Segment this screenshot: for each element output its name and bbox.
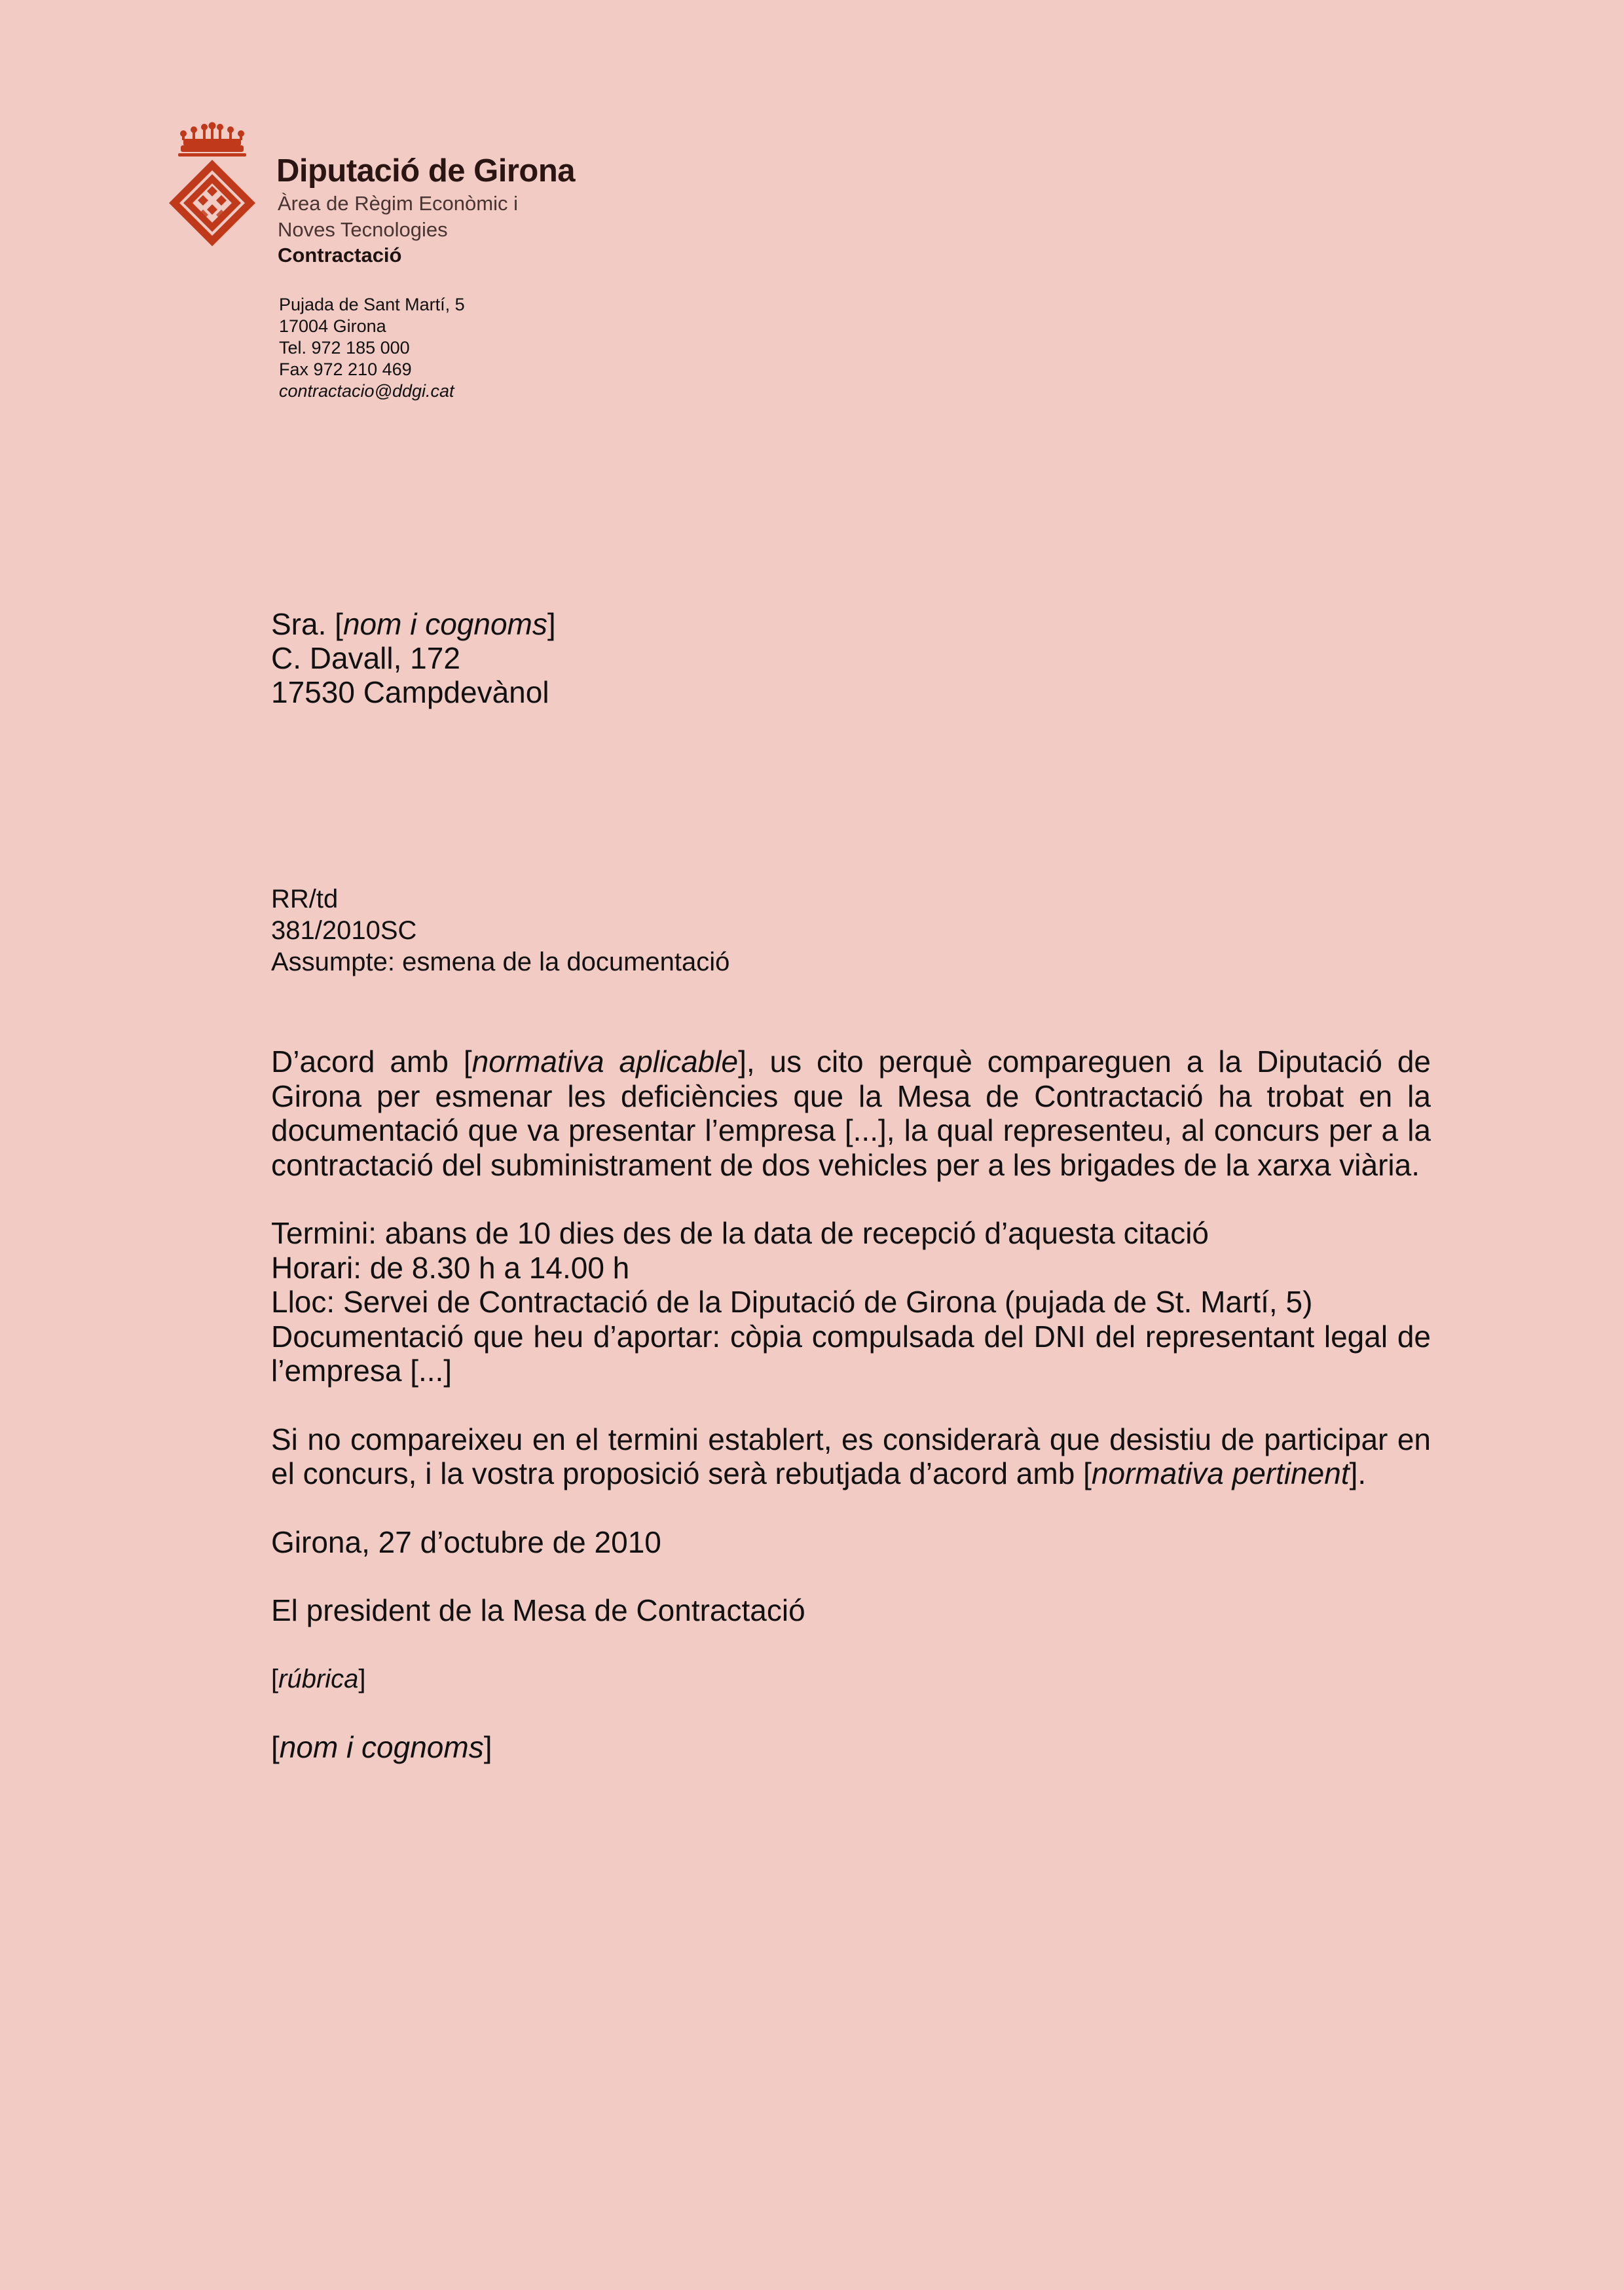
bracket: [ <box>271 1664 279 1693</box>
signature-text: rúbrica <box>278 1664 359 1693</box>
signature-placeholder <box>271 1662 1431 1697</box>
recipient-block <box>271 607 556 709</box>
reference-file-number: 381/2010SC <box>271 916 417 945</box>
sender-phone: Tel. 972 185 000 <box>279 338 410 358</box>
diputacio-girona-coat-of-arms-logo <box>166 122 258 249</box>
hours-line: Horari: de 8.30 h a 14.00 h <box>271 1250 630 1285</box>
signatory-name-placeholder: nom i cognoms <box>279 1730 484 1764</box>
paragraph-text: ]. <box>1349 1456 1367 1490</box>
body-paragraph-warning <box>271 1422 1431 1491</box>
sender-contact-block <box>279 294 465 402</box>
signatory-name <box>271 1730 1431 1765</box>
bracket: ] <box>358 1664 366 1693</box>
deadline-line: Termini: abans de 10 dies des de la data de recepció d’aquesta citació <box>271 1216 1209 1250</box>
regulation-placeholder: normativa pertinent <box>1091 1456 1350 1490</box>
recipient-city: 17530 Campdevànol <box>271 675 549 709</box>
paragraph-text: Si no compareixeu en el termini establert, es considerarà que desistiu de participar en el concurs, i la vostra proposició serà rebutjada d’acord amb [ <box>271 1422 1431 1490</box>
sender-address-city: 17004 Girona <box>279 316 386 336</box>
recipient-close-bracket: ] <box>547 607 556 641</box>
area-line-1: Àrea de Règim Econòmic i <box>278 192 518 215</box>
documents-line: Documentació que heu d’aportar: còpia compulsada del DNI del representant legal de l’empresa [...] <box>271 1319 1431 1388</box>
signatory-title: El president de la Mesa de Contractació <box>271 1593 805 1627</box>
reference-subject: Assumpte: esmena de la documentació <box>271 948 730 976</box>
letter-body <box>271 1044 1431 1765</box>
organization-name: Diputació de Girona <box>276 153 576 189</box>
recipient-name-line <box>271 607 556 641</box>
sender-fax: Fax 972 210 469 <box>279 360 412 379</box>
letter-date: Girona, 27 d’octubre de 2010 <box>271 1524 661 1559</box>
paragraph-text: D’acord amb [ <box>271 1044 472 1079</box>
bracket: ] <box>483 1730 492 1764</box>
body-paragraph-summons <box>271 1044 1431 1182</box>
regulation-placeholder: normativa aplicable <box>471 1044 739 1079</box>
bracket: [ <box>271 1730 280 1764</box>
department-name: Contractació <box>278 244 402 267</box>
reference-block <box>271 883 729 978</box>
recipient-salutation: Sra. [ <box>271 607 343 641</box>
sender-address-street: Pujada de Sant Martí, 5 <box>279 295 465 314</box>
place-line: Lloc: Servei de Contractació de la Diputació de Girona (pujada de St. Martí, 5) <box>271 1285 1313 1319</box>
area-line-2: Noves Tecnologies <box>278 218 448 241</box>
paragraph-text: ], us cito perquè compareguen a la Diputació de Girona per esmenar les deficiències que la Mesa de Contractació ha trobat en la documentació que va presentar l’empresa [...], la qual representeu, al concurs per a la contractació del subministrament de dos vehicles per a les brigades de la xarxa viària. <box>271 1044 1431 1182</box>
reference-initials: RR/td <box>271 885 339 914</box>
recipient-street: C. Davall, 172 <box>271 641 460 675</box>
sender-email: contractacio@ddgi.cat <box>279 381 454 401</box>
recipient-name-placeholder: nom i cognoms <box>342 607 547 641</box>
